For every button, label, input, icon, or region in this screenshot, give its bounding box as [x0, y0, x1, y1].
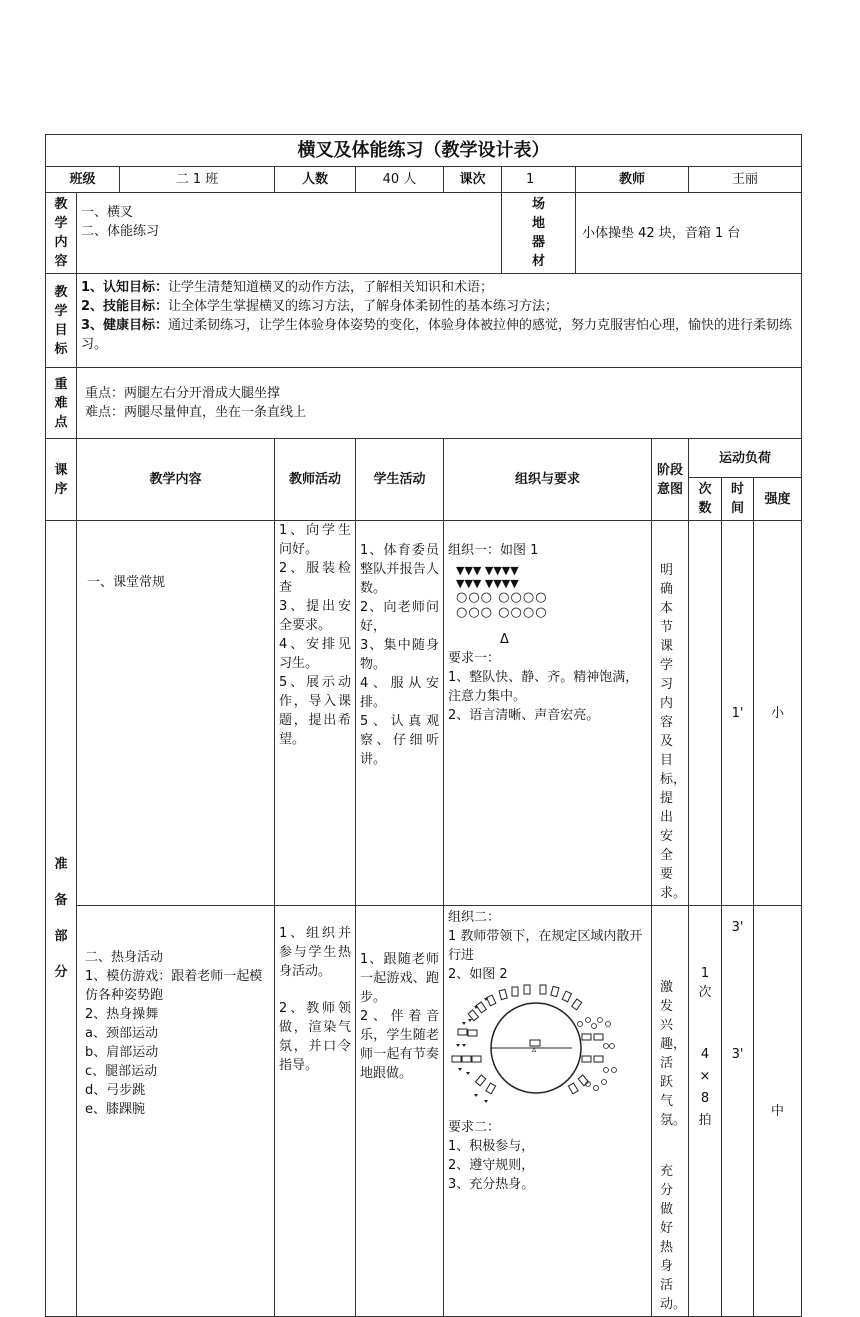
req-item: 2、语言清晰、声音宏亮。 — [448, 708, 600, 723]
student-step: 4、服从安排。 — [360, 676, 439, 710]
teacher-step: 3、提出安全要求。 — [279, 599, 351, 633]
warmup-item: e、膝踝腕 — [85, 1102, 145, 1117]
teacher-step: 2、教师领做，渲染气氛，并口令指导。 — [279, 1001, 351, 1073]
class-label: 班级 — [46, 167, 120, 193]
row1-times — [689, 521, 722, 906]
svg-text:Δ: Δ — [532, 1047, 537, 1054]
teacher-mark: Δ — [500, 632, 509, 647]
header-load: 运动负荷 — [689, 439, 802, 478]
teacher-label: 教师 — [576, 167, 689, 193]
row1-intensity: 小 — [754, 521, 802, 906]
row1-student — [356, 521, 444, 906]
teacher-step: 2、服装检查 — [279, 561, 351, 595]
row1-teacher — [275, 521, 356, 906]
row2-org — [444, 906, 652, 1317]
row1-org — [444, 521, 652, 906]
header-duration: 时间 — [722, 478, 754, 521]
row1-intent: 明确本节课学习内容及目标，提出安全要求。 — [652, 521, 689, 906]
warmup-item: 1、模仿游戏：跟着老师一起模仿各种姿势跑 — [85, 969, 263, 1003]
key-label: 重难点 — [46, 368, 77, 439]
lesson-label: 课次 — [444, 167, 502, 193]
row2-content — [77, 906, 275, 1317]
row2-intensity: 中 — [754, 906, 802, 1317]
intent-text: 激发兴趣，活跃气氛。 — [660, 980, 687, 1128]
key-points — [77, 368, 802, 439]
goal-item: 3、健康目标：通过柔韧练习，让学生体验身体姿势的变化，体验身体被拉伸的感觉，努力克服害怕心理，愉快的进行柔韧练习。 — [81, 318, 793, 352]
teacher-step: 1、组织并参与学生热身活动。 — [279, 926, 351, 979]
org-title: 组织二： — [448, 910, 501, 925]
req-item: 2、遵守规则， — [448, 1158, 535, 1173]
formation-figure-2 — [448, 984, 648, 1112]
student-step: 2、伴着音乐，学生随老师一起有节奏地跟做。 — [360, 1009, 439, 1081]
formation-triangles: ▼▼▼ ▼▼▼▼ — [456, 564, 519, 577]
header-times: 次数 — [689, 478, 722, 521]
content-list — [77, 193, 502, 274]
teacher-step: 5、展示动作，导入课题，提出希望。 — [279, 675, 351, 747]
warmup-item: 二、热身活动 — [85, 950, 164, 965]
row2-teacher — [275, 906, 356, 1317]
student-step: 1、跟随老师一起游戏、跑步。 — [360, 952, 439, 1005]
venue-label: 场地器材 — [502, 193, 576, 274]
req-title: 要求二： — [448, 1120, 501, 1135]
class-value: 二 1 班 — [120, 167, 275, 193]
teacher-value: 王丽 — [689, 167, 802, 193]
goals-label: 教学目标 — [46, 274, 77, 368]
req-item: 3、充分热身。 — [448, 1177, 535, 1192]
header-intent: 阶段意图 — [652, 439, 689, 521]
header-student: 学生活动 — [356, 439, 444, 521]
content-label: 教学内容 — [46, 193, 77, 274]
org-title: 组织一：如图 1 — [448, 543, 539, 558]
content-item: 一、横叉 — [81, 205, 134, 220]
goals-list — [77, 274, 802, 368]
teacher-step: 4、安排见习生。 — [279, 637, 351, 671]
row2-duration: 3' 3' — [722, 906, 754, 1317]
formation-circles: ○○○ ○○○○ — [456, 590, 548, 605]
org-item: 2、如图 2 — [448, 967, 508, 982]
req-item: 1、整队快、静、齐。精神饱满，注意力集中。 — [448, 670, 639, 704]
lesson-plan-table — [45, 134, 802, 1317]
goal-item: 1、认知目标：让学生清楚知道横叉的动作方法，了解相关知识和术语； — [81, 280, 494, 295]
header-teacher: 教师活动 — [275, 439, 356, 521]
count-value: 40 人 — [356, 167, 444, 193]
req-title: 要求一： — [448, 651, 501, 666]
header-content: 教学内容 — [77, 439, 275, 521]
student-step: 5、认真观察、仔细听讲。 — [360, 714, 439, 767]
warmup-item: c、腿部运动 — [85, 1064, 158, 1079]
warmup-item: 2、热身操舞 — [85, 1007, 159, 1022]
student-step: 3、集中随身物。 — [360, 638, 439, 672]
page-title: 横叉及体能练习（教学设计表） — [46, 135, 802, 167]
teacher-step: 1、向学生问好。 — [279, 523, 351, 557]
req-item: 1、积极参与， — [448, 1139, 535, 1154]
row2-student — [356, 906, 444, 1317]
formation-triangles: ▼▼▼ ▼▼▼▼ — [456, 577, 519, 590]
section-label: 准备部分 — [46, 521, 77, 1317]
key-point: 重点：两腿左右分开滑成大腿坐撑 — [85, 386, 281, 401]
difficulty-point: 难点：两腿尽量伸直，坐在一条直线上 — [85, 405, 307, 420]
header-intensity: 强度 — [754, 478, 802, 521]
row2-intent — [652, 906, 689, 1317]
goal-item: 2、技能目标：让全体学生掌握横叉的练习方法，了解身体柔韧性的基本练习方法； — [81, 299, 559, 314]
lesson-plan-document — [45, 134, 801, 1317]
warmup-item: b、肩部运动 — [85, 1045, 159, 1060]
count-label: 人数 — [275, 167, 356, 193]
row1-content: 一、课堂常规 — [77, 521, 275, 906]
student-step: 1、体育委员整队并报告人数。 — [360, 543, 439, 596]
org-item: 1 教师带领下，在规定区域内散开行进 — [448, 929, 643, 963]
formation-circles: ○○○ ○○○○ — [456, 605, 548, 620]
warmup-item: a、颈部运动 — [85, 1026, 158, 1041]
content-item: 二、体能练习 — [81, 224, 160, 239]
venue-value: 小体操垫 42 块，音箱 1 台 — [576, 193, 802, 274]
warmup-item: d、弓步跳 — [85, 1083, 146, 1098]
row2-times: 1次 4×8拍 — [689, 906, 722, 1317]
lesson-value: 1 — [502, 167, 576, 193]
header-seq: 课序 — [46, 439, 77, 521]
header-org: 组织与要求 — [444, 439, 652, 521]
row1-duration: 1' — [722, 521, 754, 906]
student-step: 2、向老师问好， — [360, 600, 439, 634]
formation-figure-1 — [448, 564, 647, 649]
intent-text: 充分做好热身活动。 — [660, 1164, 687, 1312]
